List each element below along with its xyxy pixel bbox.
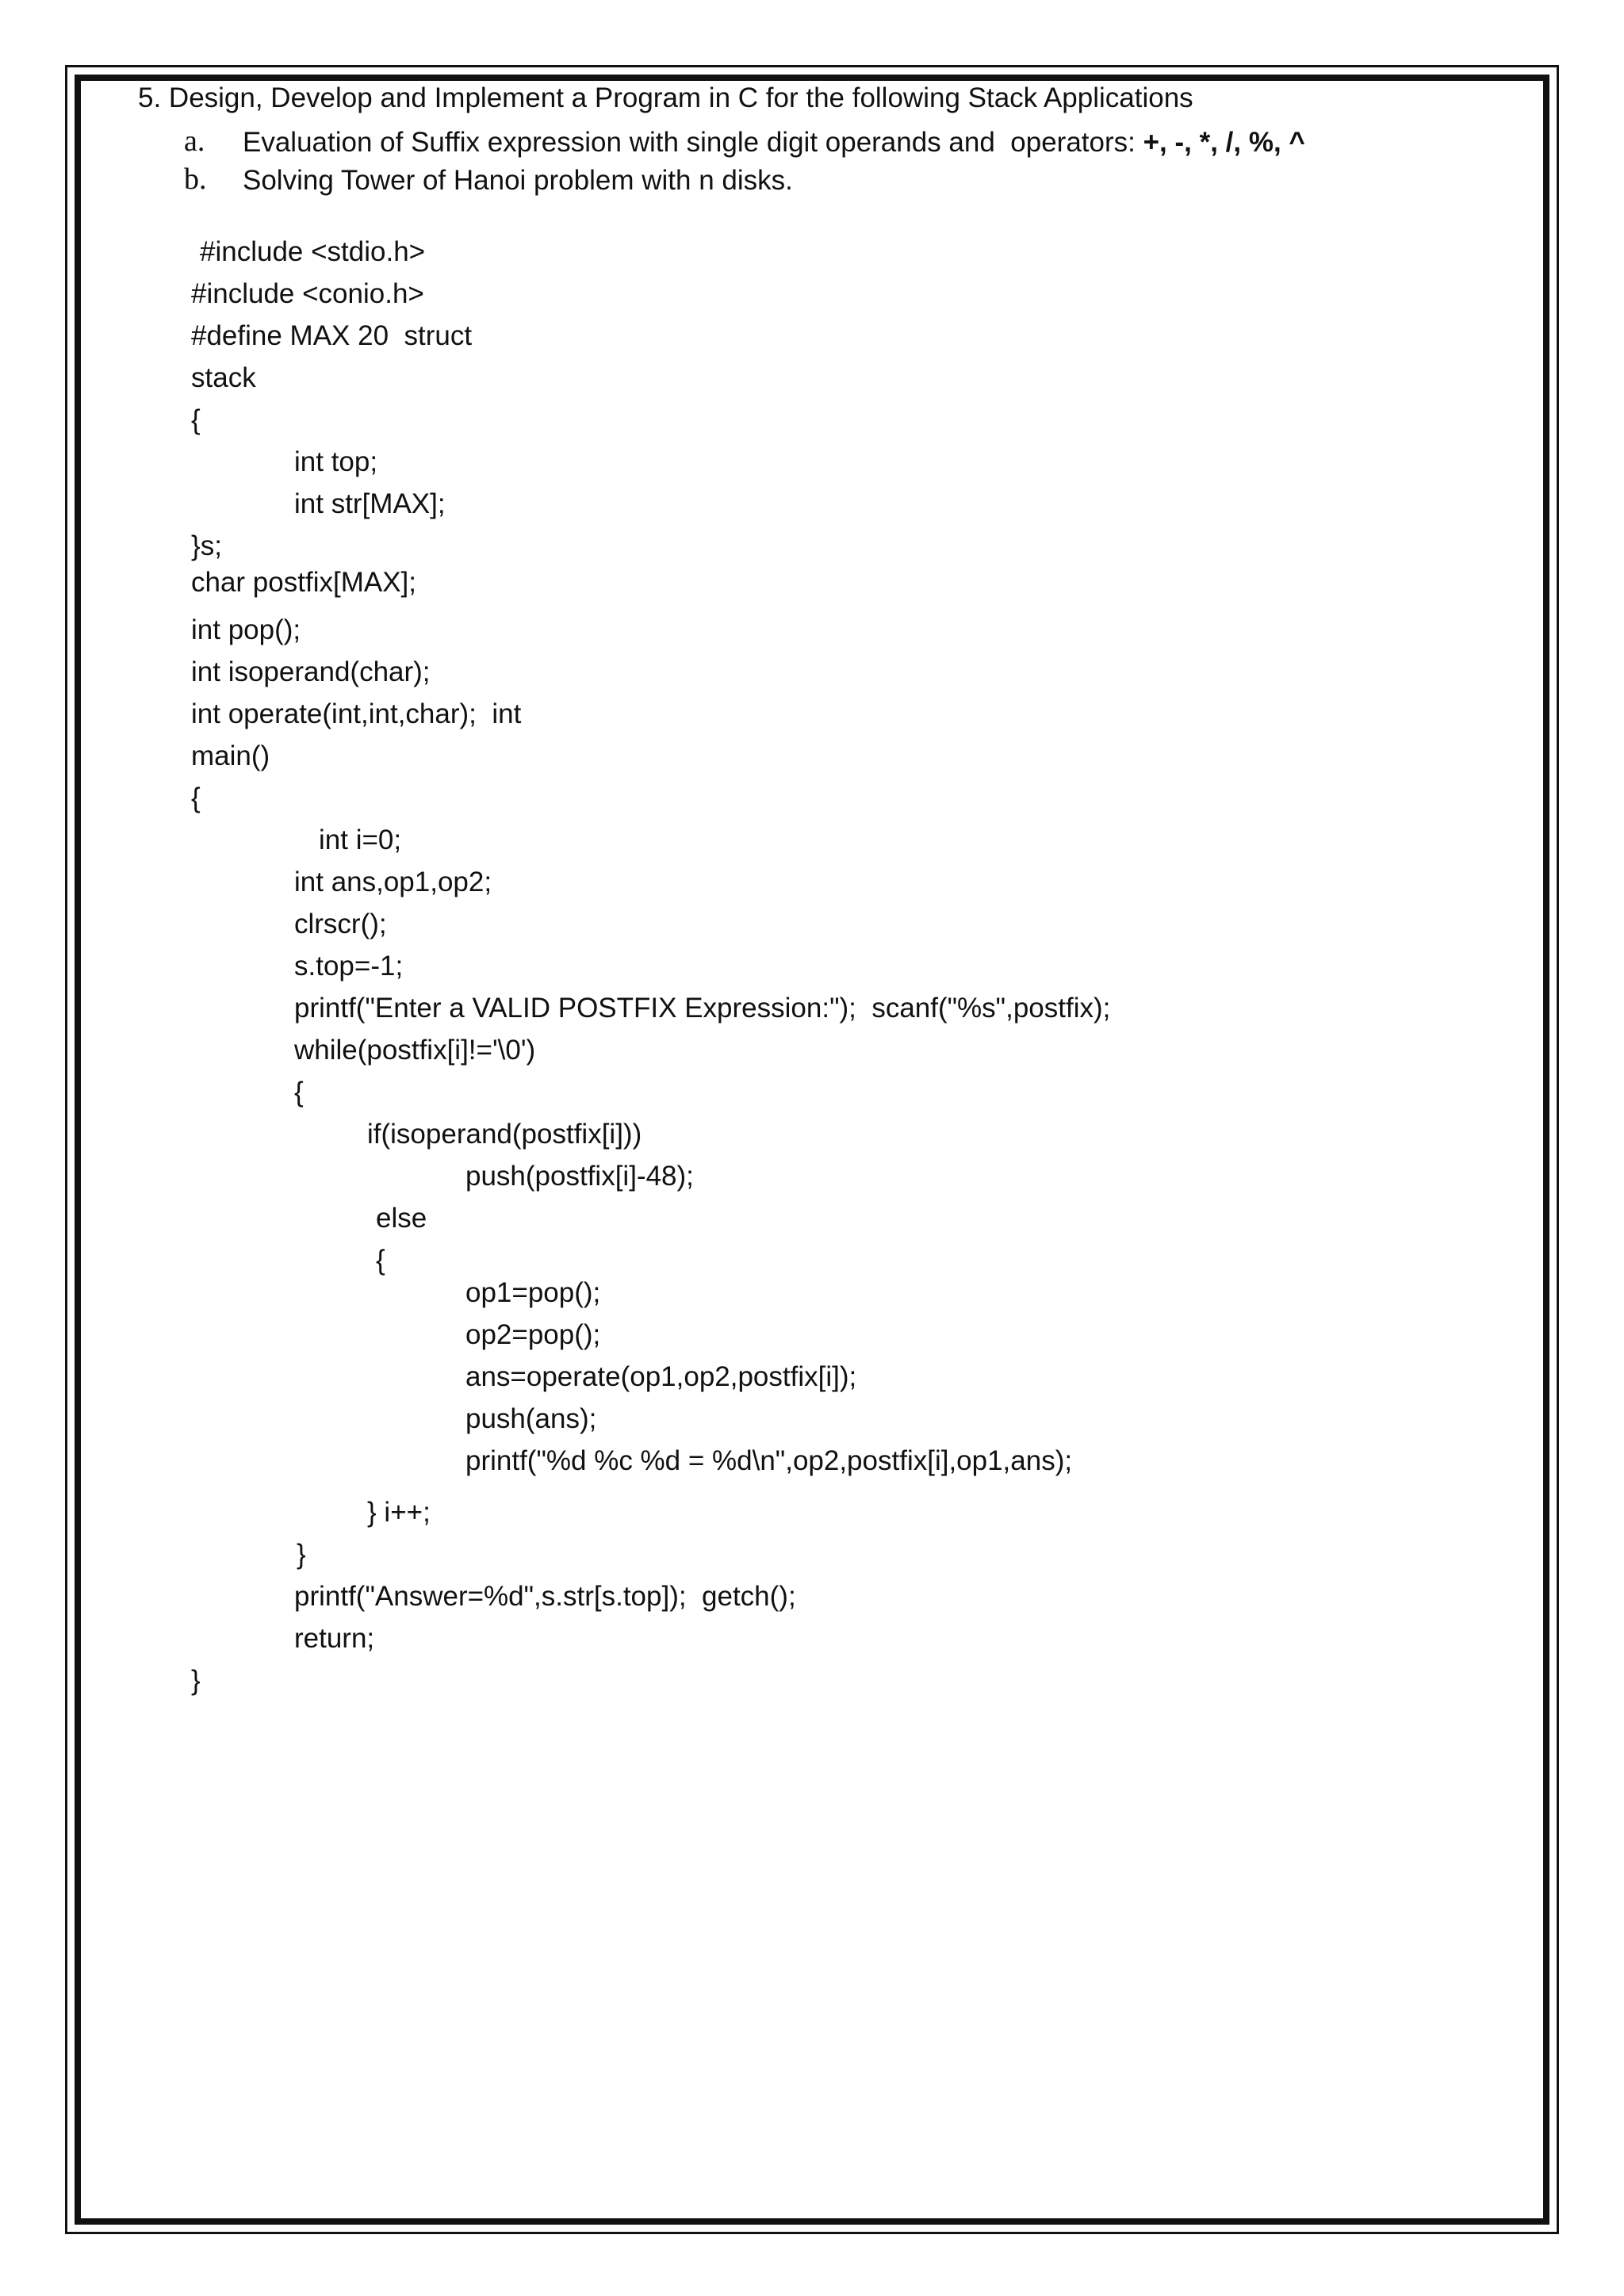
code-line: int pop(); [191, 614, 301, 645]
code-line: int top; [294, 446, 378, 477]
code-line: s.top=-1; [294, 951, 404, 982]
code-line: push(postfix[i]-48); [465, 1161, 694, 1192]
code-line: op1=pop(); [465, 1277, 601, 1308]
code-line: printf("Answer=%d",s.str[s.top]); getch(); [294, 1581, 796, 1612]
code-line: clrscr(); [294, 909, 387, 939]
sub-a-marker: a. [184, 124, 205, 158]
code-line: return; [294, 1623, 375, 1654]
code-line: } [191, 1665, 201, 1696]
code-line: op2=pop(); [465, 1319, 601, 1350]
code-line: } i++; [367, 1497, 431, 1528]
code-line: char postfix[MAX]; [191, 567, 416, 598]
code-line: int str[MAX]; [294, 488, 446, 519]
heading: 5. Design, Develop and Implement a Program in C for the following Stack Applications [138, 82, 1193, 113]
code-line: main() [191, 740, 270, 771]
code-line: }s; [191, 530, 222, 561]
page-border-inner [75, 75, 1549, 2225]
code-line: int isoperand(char); [191, 656, 431, 687]
code-line: { [376, 1245, 385, 1276]
code-line: int ans,op1,op2; [294, 867, 492, 897]
code-line: } [297, 1539, 306, 1570]
code-line: printf("Enter a VALID POSTFIX Expression:"); scanf("%s",postfix); [294, 993, 1111, 1024]
code-line: ans=operate(op1,op2,postfix[i]); [465, 1361, 857, 1392]
code-line: while(postfix[i]!='\0') [294, 1035, 536, 1066]
code-line: { [294, 1077, 304, 1108]
sub-b-marker: b. [184, 163, 207, 196]
code-line: int operate(int,int,char); int [191, 698, 522, 729]
code-line: else [376, 1203, 427, 1234]
code-line: stack [191, 362, 256, 393]
code-line: #define MAX 20 struct [191, 320, 473, 351]
code-line: push(ans); [465, 1403, 597, 1434]
code-line: { [191, 404, 201, 435]
code-line: #include <conio.h> [191, 278, 424, 309]
code-line: if(isoperand(postfix[i])) [367, 1119, 642, 1150]
code-line: printf("%d %c %d = %d\n",op2,postfix[i],op1,ans); [465, 1445, 1073, 1476]
sub-b-text: Solving Tower of Hanoi problem with n disks. [243, 165, 793, 196]
code-line: int i=0; [319, 825, 402, 855]
operators-list: +, -, *, /, %, ^ [1143, 127, 1305, 158]
code-line: { [191, 783, 201, 813]
code-line: #include <stdio.h> [200, 236, 426, 267]
sub-a-text: Evaluation of Suffix expression with single digit operands and operators: +, -, *, /, %, ^ [243, 127, 1305, 158]
